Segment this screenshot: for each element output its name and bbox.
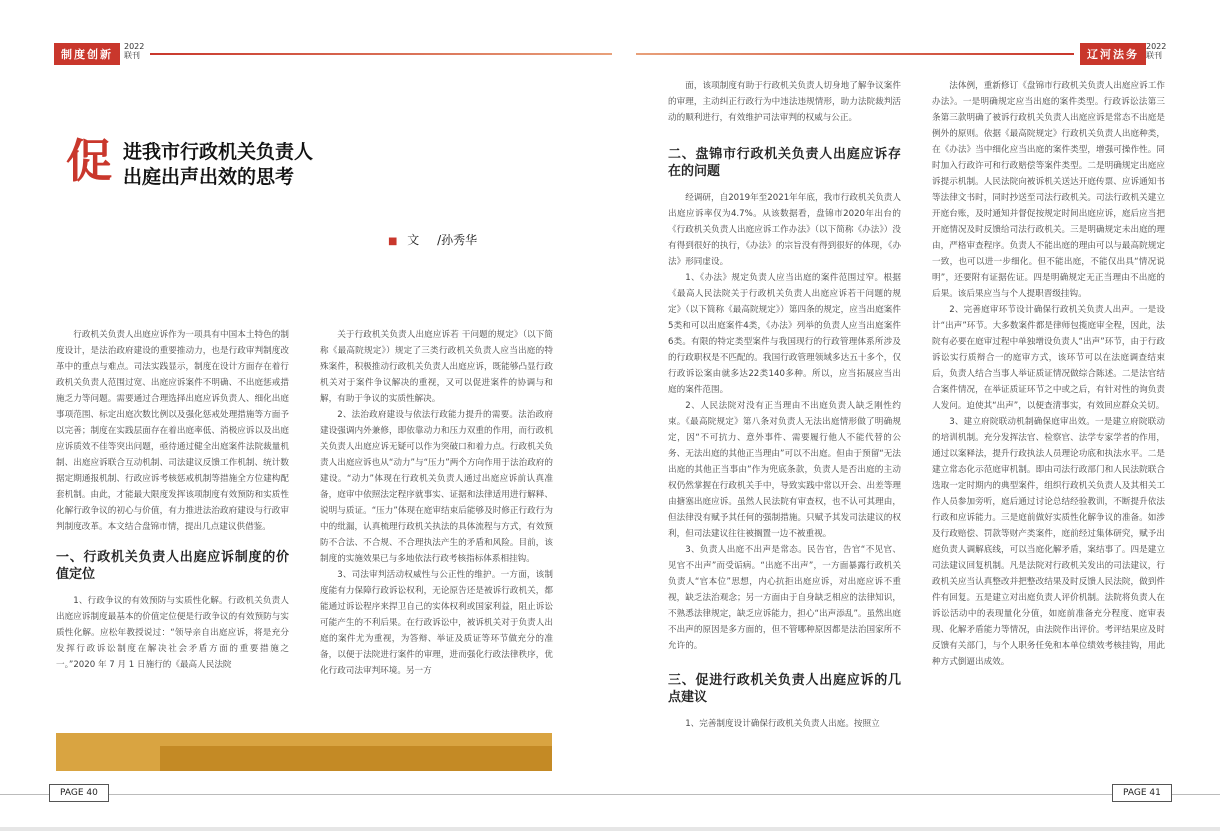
section-heading-3: 三、促进行政机关负责人出庭应诉的几点建议 [668,673,901,705]
issue-label-left [124,42,144,60]
byline [388,231,477,248]
year-label: 2022 [124,42,145,51]
byline-label: 文 [407,233,420,247]
byline-author: /孙秀华 [437,233,478,247]
paragraph: 1、行政争议的有效预防与实质性化解。行政机关负责人出庭应诉制度最基本的价值定位便是行政争议的有效预防与实质性化解。应松年教授说过：“领导亲自出庭应诉，将是充分发挥行政诉讼制度在解决社会矛盾方面的重要措施之一。”2020 年 7 月 1 日施行的《最高人民法院 [56,596,289,670]
issue-label: 联刊 [124,51,140,60]
byline-mark: ■ [388,236,398,247]
title-initial: 促 [66,134,112,188]
column-1 [56,327,289,733]
bottom-strip [0,827,1220,831]
paragraph: 2、人民法院对没有正当理由不出庭负责人缺乏刚性约束。《最高院规定》第八条对负责人无法出庭情形做了明确规定，因“不可抗力、意外事件、需要履行他人不能代替的公务、无法出庭的其他正当理由”可以不出庭。但由于预留“无法出庭的其他正当事由”作为兜底条款，负责人是否出庭的主动权仍然掌握在行政机关手中，导致实践中常以开会、出差等理由搪塞出庭应诉。虽然人民法院有审查权，也不认可其理由，但法律没有赋予其任何的强制措施。只赋予其发司法建议的权利，但司法建议往往被搁置一边不被重视。 [668,401,901,539]
intro-paragraph: 行政机关负责人出庭应诉作为一项具有中国本土特色的制度设计，是法治政府建设的重要推动力，也是行政审判制度改革中的重点与难点。司法实践显示，制度在设计方面存在着行政机关负责人范围过宽、出庭应诉案件不明确、不出庭惩戒措施乏力等问题。需要通过合理选择出庭应诉负责人、细化出庭事项范围、标定出庭次数比例以及强化惩戒处理措施等方面予以完善；制度在实践层面存在着出庭率低、消极应诉以及出庭应诉质效不佳等突出问题，亟待通过健全出庭案件法院裁量机制、出庭应诉联合互动机制、司法建议反馈工作机制、统计数据定期通报机制、行政应诉考核惩戒机制等措施全方位建构配套机制。由此，才能最大限度发挥该项制度有效预防和实质性化解行政争议的初心与价值，有力推进法治政府建设与行政审判制度改革。本文结合盘锦市情，提出几点建议供借鉴。 [56,330,289,532]
paragraph: 3、负责人出庭不出声是常态。民告官，告官“不见官、见官不出声”而受诟病。“出庭不出声”，一方面暴露行政机关负责人“官本位”思想，内心抗拒出庭应诉，对出庭应诉不重视，缺乏法治观念；另一方面由于自身缺乏相应的法律知识，不熟悉法律规定，缺乏应诉能力，担心“出声添乱”。虽然出庭不出声的原因是多方面的，但不管哪种原因都是法治国家所不允许的。 [668,545,901,651]
paragraph: 面，该项制度有助于行政机关负责人切身地了解争议案件的审理，主动纠正行政行为中违法违规情形，助力法院裁判活动的顺利进行，有效维护司法审判的权威与公正。 [668,81,901,123]
paragraph: 2、法治政府建设与依法行政能力提升的需要。法治政府建设强调内外兼修，即依靠动力和压力双重的作用，而行政机关负责人出庭应诉无疑可以作为突破口和着力点。行政机关负责人出庭应诉也从“动力”与“压力”两个方向作用于法治政府的建设。“动力”体现在行政机关负责人通过出庭应诉前认真准备，庭审中依照法定程序就事实、证据和法律适用进行解释、说明与质证。“压力”体现在庭审结束后能够及时修正行政行为中的纰漏，认真梳理行政机关执法的具体流程与方式，有效预防不合法、不合规、不合理执法产生的矛盾和风险。目前，该制度的实施效果已与多地依法行政考核指标体系相挂钩。 [320,410,553,564]
page-number-right: PAGE 41 [1112,784,1172,802]
paragraph: 1、完善制度设计确保行政机关负责人出庭。按照立 [685,719,880,729]
section-heading-2: 二、盘锦市行政机关负责人出庭应诉存在的问题 [668,147,901,179]
header-rule-right [636,53,1074,55]
page-number-left: PAGE 40 [49,784,109,802]
section-heading-1: 一、行政机关负责人出庭应诉制度的价值定位 [56,550,289,582]
column-2 [320,327,553,733]
section-tag-right: 辽河法务 [1080,43,1146,65]
decorative-band-inner [160,746,552,771]
title-line-1: 进我市行政机关负责人 [123,141,314,163]
paragraph: 3、司法审判活动权威性与公正性的维护。一方面，该制度能有力保障行政诉讼权利，无论原告还是被诉行政机关，都能通过诉讼程序来捍卫自己的实体权利或国家利益，阻止诉讼可能产生的不利后果。在行政诉讼中，被诉机关对于负责人出庭的案件尤为重视，为答辩、举证及质证等环节做充分的准备，以便于法院进行案件的审理，进而强化行政法律秩序，优化行政司法审判环境。另一方 [320,570,553,676]
paragraph: 1、《办法》规定负责人应当出庭的案件范围过窄。根据《最高人民法院关于行政机关负责人出庭应诉若干问题的规定》（以下简称《最高院规定》）第四条的规定，应当出庭案件5类和可以出庭案件4类，《办法》列举的负责人应当出庭案件6类。有限的特定类型案件与我国现行的行政管理体系所涉及的行政职权是不匹配的。我国行政管理领域多达五十多个，仅行政诉讼案由就多达22类140多种。所以，应当拓展应当出庭的案件范围。 [668,273,901,395]
paragraph: 关于行政机关负责人出庭应诉若 干问题的规定》（以下简称《最高院规定》）规定了三类行政机关负责人应当出庭的特殊案件，积极推动行政机关负责人出庭应诉，既能够凸显行政机关对于案件争议解决的重视，又可以促进案件的协调与和解，有助于争议的实质性解决。 [320,330,553,404]
paragraph: 经调研，自2019年至2021年年底，我市行政机关负责人出庭应诉率仅为4.7%。从该数据看，盘锦市2020年出台的《行政机关负责人出庭应诉工作办法》（以下简称《办法》）没有得到很好的执行，《办法》的宗旨没有得到很好的体现，《办法》形同虚设。 [668,193,901,267]
paragraph: 2、完善庭审环节设计确保行政机关负责人出声。一是设计“出声”环节。大多数案件都是律师包揽庭审全程，因此，法院有必要在庭审过程中单独增设负责人“出声”环节，由于行政诉讼实行质辩合一的庭审方式，该环节可以在法庭调查结束后，负责人结合当事人举证质证情况做综合陈述。二是法官结合案件情况，在举证质证环节之中或之后，有针对性的询负责人发问。迫使其“出声”，以便查清事实，有效回应群众关切。 [932,305,1165,411]
section-tag-left: 制度创新 [54,43,120,65]
footer-rule [0,794,1220,795]
column-4 [932,78,1165,742]
column-3 [668,78,901,774]
header-rule-left [150,53,612,55]
title-line-2: 出庭出声出效的思考 [123,166,295,188]
paragraph: 3、建立府院联动机制确保庭审出效。一是建立府院联动的培训机制。充分发挥法官、检察官、法学专家学者的作用，通过以案释法，提升行政执法人员理论功底和执法水平。二是建立常态化示范庭审机制。即由司法行政部门和人民法院联合选取一定时期内的典型案件，组织行政机关负责人及其相关工作人员参加旁听，庭后通过讨论总结经验教训，不断提升依法行政和应诉能力。三是庭前做好实质性化解争议的准备。如涉及行政赔偿、罚款等财产类案件，庭前经过集体研究，赋予出庭负责人调解底线，可以当庭化解矛盾，案结事了。四是建立司法建议回复机制。凡是法院对行政机关发出的司法建议，行政机关应当认真整改并把整改结果及时反馈人民法院，做到件件有回复。五是建立对出庭负责人评价机制。法院将负责人在诉讼活动中的表现量化分值，如庭前准备充分程度、庭审表现、化解矛盾能力等情况，由法院作出评价。考评结果应及时反馈有关部门，与个人职务任免和本单位绩效考核挂钩，用此种方式倒逼出成效。 [932,417,1165,667]
issue-label: 联刊 [1146,51,1162,60]
issue-label-right [1146,42,1166,60]
article-title [123,140,313,190]
year-label: 2022 [1146,42,1167,51]
paragraph: 法体例，重新修订《盘锦市行政机关负责人出庭应诉工作办法》。一是明确规定应当出庭的案件类型。行政诉讼法第三条第三款明确了被诉行政机关负责人出庭应诉是常态不出庭是例外的原则。依据《最高院规定》行政机关负责人出庭种类，在《办法》当中细化应当出庭的案件类型，增强可操作性。同时加入行政许可和行政赔偿等案件类型。二是明确规定出庭应诉提示机制。人民法院向被诉机关送达开庭传票、应诉通知书等法律文书时，同时抄送至司法行政机关。司法行政机关建立开庭台账，及时通知并督促按规定时间出庭应诉，庭后应当把开庭情况及时反馈给司法行政机关。三是明确规定未出庭的理由，严格审查程序。负责人不能出庭的理由可以与最高院规定一致，也可以进一步细化。但不能出庭，不能仅出具“情况说明”，还要附有证据佐证。四是明确规定无正当理由不出庭的后果。该后果应当与个人提职晋级挂钩。 [932,81,1165,299]
